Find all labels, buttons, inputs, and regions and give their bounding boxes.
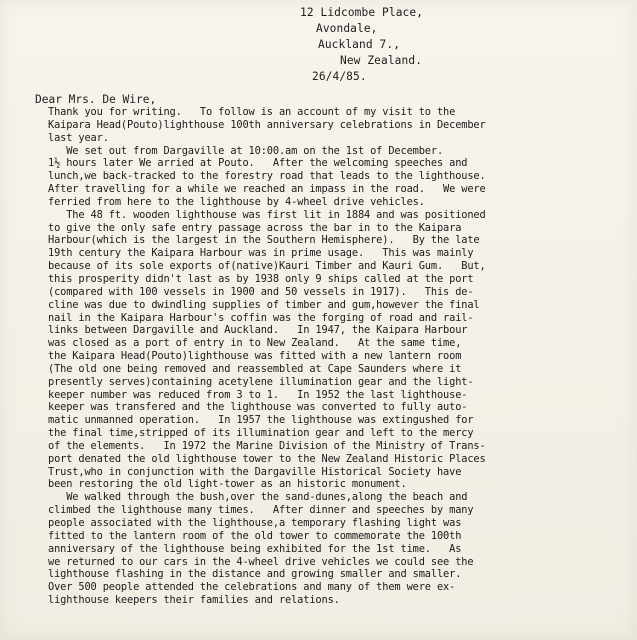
body-line: lighthouse keepers their families and relations.	[48, 594, 340, 607]
body-line: Over 500 people attended the celebrations and many of them were ex-	[48, 581, 456, 594]
body-line: lighthouse flashing in the distance and growing smaller and smaller.	[48, 568, 462, 581]
body-line: Thank you for writing. To follow is an account of my visit to the	[48, 106, 456, 118]
greeting: Dear Mrs. De Wire,	[35, 93, 157, 106]
body-line: port denated the old lighthouse tower to the New Zealand Historic Places	[48, 452, 486, 465]
body-line: of the elements. In 1972 the Marine Division of the Ministry of Trans-	[48, 439, 486, 452]
body-line: presently serves)containing acetylene illumination gear and the light-	[48, 375, 474, 388]
body-line: the final time,stripped of its illumination gear and left to the mercy	[48, 427, 474, 440]
body-line: climbed the lighthouse many times. After dinner and speeches by many	[48, 504, 474, 517]
body-line: ferried from here to the lighthouse by 4-wheel drive vehicles.	[48, 195, 425, 208]
body-line: we returned to our cars in the 4-wheel drive vehicles we could see the	[48, 555, 474, 568]
body-line: because of its sole exports of(native)Kauri Timber and Kauri Gum. But,	[48, 260, 486, 273]
body-line: been restoring the old light-tower as an historic monument.	[48, 478, 407, 491]
body-line: 19th century the Kaipara Harbour was in prime usage. This was mainly	[48, 247, 474, 260]
body-line: anniversary of the lighthouse being exhibited for the 1st time. As	[48, 542, 462, 555]
body-line: The 48 ft. wooden lighthouse was first lit in 1884 and was positioned	[48, 208, 486, 221]
body-line: matic unmanned operation. In 1957 the lighthouse was extingushed for	[48, 414, 474, 427]
body-line: the Kaipara Head(Pouto)lighthouse was fitted with a new lantern room	[48, 350, 462, 363]
body-line: last year.	[48, 131, 109, 144]
body-line: to give the only safe entry passage across the bar in to the Kaipara	[48, 221, 462, 234]
body-line: fitted to the lantern room of the old tower to commemorate the 100th	[48, 529, 462, 542]
address-line: 12 Lidcombe Place,	[300, 6, 424, 19]
address-line: New Zealand.	[340, 54, 423, 67]
body-line: After travelling for a while we reached an impass in the road. We were	[48, 183, 486, 196]
address-line: Auckland 7.,	[318, 38, 401, 51]
body-line: was closed as a port of entry in to New Zealand. At the same time,	[48, 337, 462, 350]
letter-body	[48, 106, 623, 607]
body-line: cline was due to dwindling supplies of timber and gum,however the final	[48, 298, 480, 311]
body-line: 1½ hours later We arried at Pouto. After the welcoming speeches and	[48, 157, 468, 170]
body-line: keeper number was reduced from 3 to 1. In 1952 the last lighthouse-	[48, 388, 468, 401]
body-line: this prosperity didn't last as by 1938 only 9 ships called at the port	[48, 272, 474, 285]
body-line: lunch,we back-tracked to the forestry road that leads to the lighthouse.	[48, 170, 486, 183]
body-line: Harbour(which is the largest in the Southern Hemisphere). By the late	[48, 234, 480, 247]
body-line: Trust,who in conjunction with the Dargaville Historical Society have	[48, 465, 462, 478]
body-line: links between Dargaville and Auckland. In 1947, the Kaipara Harbour	[48, 324, 468, 337]
body-line: Kaipara Head(Pouto)lighthouse 100th anniversary celebrations in December	[48, 118, 486, 131]
letter-date: 26/4/85.	[312, 70, 367, 83]
body-line: (compared with 100 vessels in 1900 and 50 vessels in 1917). This de-	[48, 285, 474, 298]
body-line: keeper was transfered and the lighthouse was converted to fully auto-	[48, 401, 468, 414]
body-line: people associated with the lighthouse,a temporary flashing light was	[48, 517, 462, 529]
address-line: Avondale,	[316, 22, 378, 35]
body-line: We walked through the bush,over the sand-dunes,along the beach and	[48, 491, 468, 504]
body-line: We set out from Dargaville at 10:00.am on the 1st of December.	[48, 144, 444, 157]
body-line: nail in the Kaipara Harbour's coffin was the forging of road and rail-	[48, 311, 474, 324]
body-line: (The old one being removed and reassembled at Cape Saunders where it	[48, 362, 462, 375]
